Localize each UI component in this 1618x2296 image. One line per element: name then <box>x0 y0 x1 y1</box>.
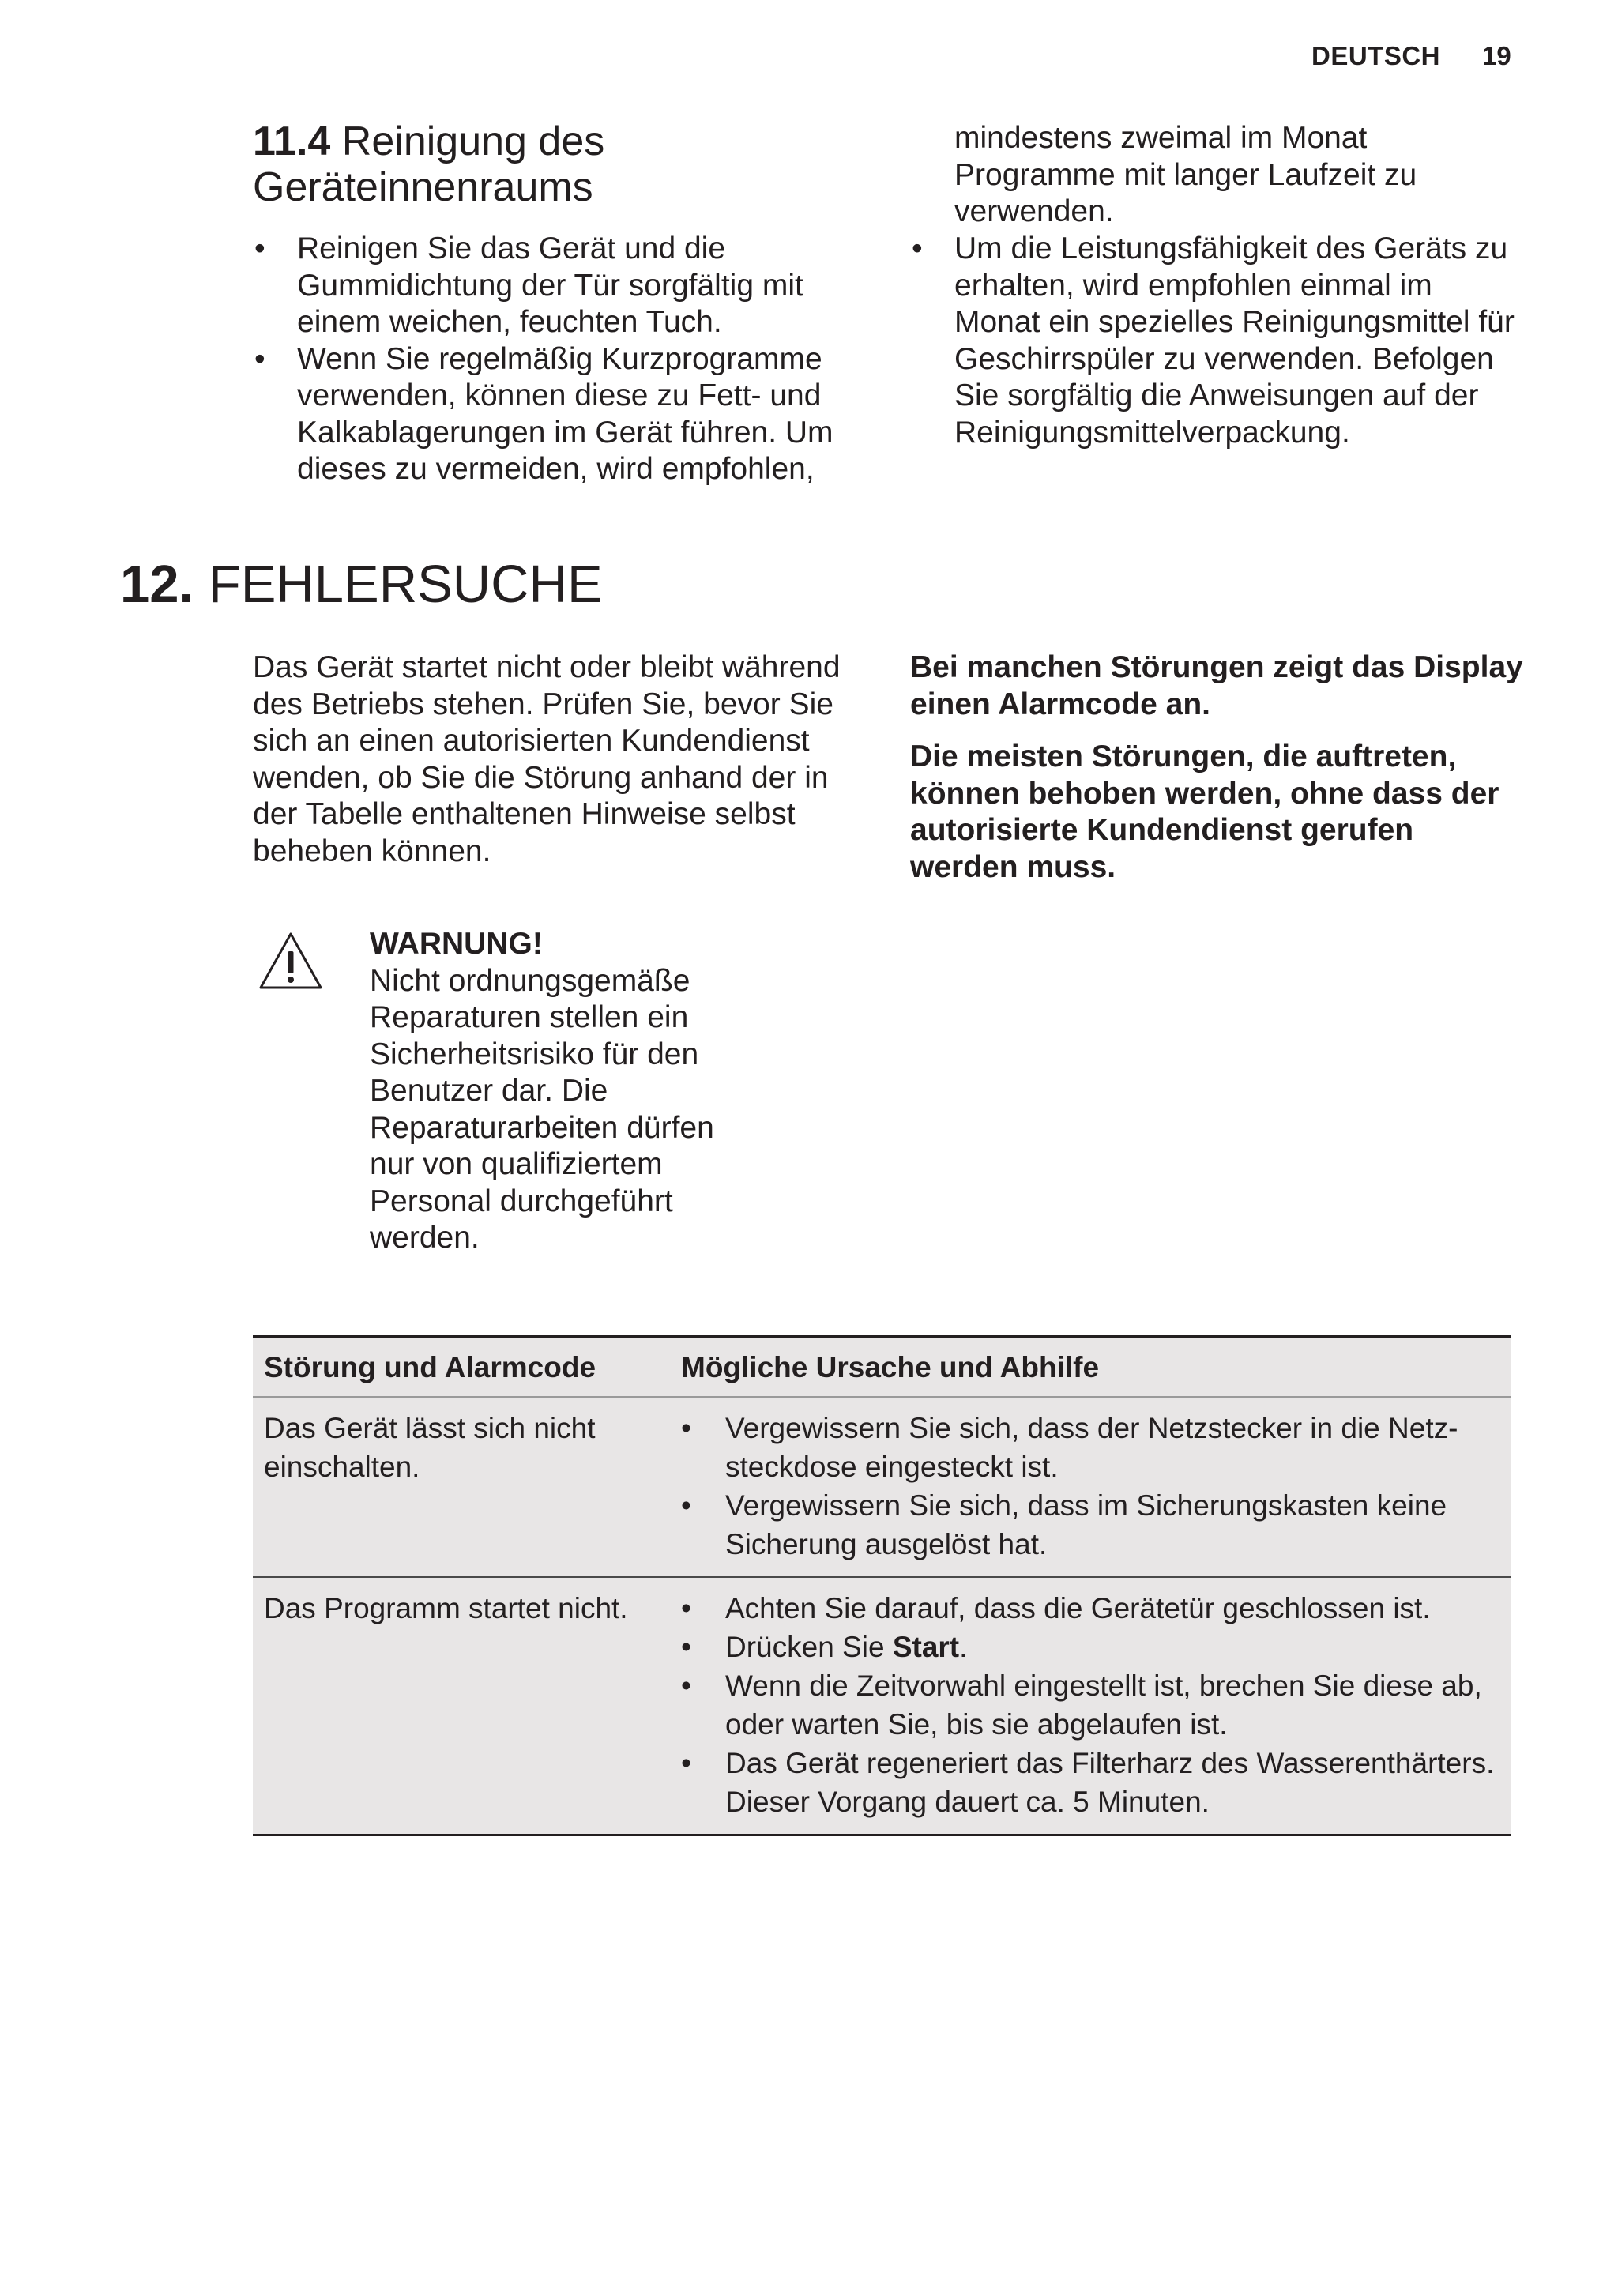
start-button-label: Start <box>892 1631 960 1663</box>
list-item: • Vergewissern Sie sich, dass im Sicherungskasten keine Sicherung ausgelöst hat. <box>681 1486 1503 1564</box>
remedy-cell <box>670 1397 1511 1577</box>
header-language: DEUTSCH <box>1311 41 1441 70</box>
chapter-notes <box>910 649 1523 901</box>
remedy-start-prefix: Drücken Sie <box>725 1631 893 1663</box>
table-row <box>253 1577 1511 1835</box>
remedy-list <box>681 1409 1503 1564</box>
list-item: • Vergewissern Sie sich, dass der Netzstecker in die Netzsteckdose eingesteckt ist. <box>681 1409 1503 1486</box>
list-item: • Reinigen Sie das Gerät und die Gummidichtung der Tür sorgfältig mit einem weichen, feuchten Tuch. <box>253 231 861 341</box>
service-note: Die meisten Störungen, die auftreten, können behoben werden, ohne dass der autorisierte Kundendienst gerufen werden muss. <box>910 740 1499 884</box>
problem-cell: Das Gerät lässt sich nicht einschalten. <box>253 1397 670 1577</box>
warning-block <box>370 926 765 1257</box>
table-row <box>253 1397 1511 1577</box>
section-11-4-continuation: mindestens zweimal im Monat Programme mit langer Laufzeit zu verwenden. <box>954 121 1417 228</box>
warning-triangle-icon <box>258 931 324 991</box>
section-11-4-left-list <box>253 231 861 488</box>
alarm-code-note: Bei manchen Störungen zeigt das Display einen Alarmcode an. <box>910 650 1523 721</box>
list-item: • Um die Leistungsfähigkeit des Geräts zu erhalten, wird empfohlen einmal im Monat ein spezielles Reinigungsmittel für Geschirrspüler zu verwenden. Befolgen Sie sorgfältig die Anweisungen auf der Reinigungsmittelverpackung. <box>910 231 1523 451</box>
troubleshooting-table <box>253 1335 1511 1836</box>
list-item: • Das Gerät regeneriert das Filterharz des Wasserenthärters. Dieser Vorgang dauert ca. 5 Minuten. <box>681 1744 1503 1821</box>
chapter-intro: Das Gerät startet nicht oder bleibt während des Betriebs stehen. Prüfen Sie, bevor Sie sich an einen autorisierten Kundendienst wenden, ob Sie die Störung anhand der in der Tabelle enthaltenen Hinweise selbst beheben können. <box>253 650 841 868</box>
section-11-4-right-list <box>910 231 1523 451</box>
problem-cell: Das Programm startet nicht. <box>253 1577 670 1835</box>
table-header-problem: Störung und Alarmcode <box>253 1337 670 1397</box>
chapter-number: 12. <box>120 555 194 614</box>
page-number: 19 <box>1482 41 1511 70</box>
remedy-list <box>681 1589 1503 1821</box>
list-item: • Achten Sie darauf, dass die Gerätetür geschlossen ist. <box>681 1589 1503 1628</box>
remedy-cell <box>670 1577 1511 1835</box>
list-item: • Wenn Sie regelmäßig Kurzprogramme verwenden, können diese zu Fett- und Kalkablagerungen im Gerät führen. Um dieses zu vermeiden, wird empfohlen, <box>253 341 861 488</box>
section-number: 11.4 <box>253 119 331 164</box>
list-item <box>681 1628 1503 1666</box>
list-item: • Wenn die Zeitvorwahl eingestellt ist, brechen Sie diese ab, oder warten Sie, bis sie abgelaufen ist. <box>681 1666 1503 1744</box>
section-title-line1: Reinigung des <box>341 119 605 164</box>
remedy-start-suffix: . <box>959 1631 968 1663</box>
warning-title: WARNUNG! <box>370 927 543 961</box>
table-header-row <box>253 1337 1511 1397</box>
table-header-remedy: Mögliche Ursache und Abhilfe <box>670 1337 1511 1397</box>
section-title-line2: Geräteinnenraums <box>253 164 593 210</box>
warning-text: Nicht ordnungsgemäße Reparaturen stellen ein Sicherheitsrisiko für den Benutzer dar. Die Reparaturarbeiten dürfen nur von qualifiziertem Personal durchgeführt werden. <box>370 963 714 1255</box>
section-11-4-title <box>253 119 853 210</box>
chapter-title-text: FEHLERSUCHE <box>208 555 603 614</box>
chapter-title <box>120 555 603 615</box>
